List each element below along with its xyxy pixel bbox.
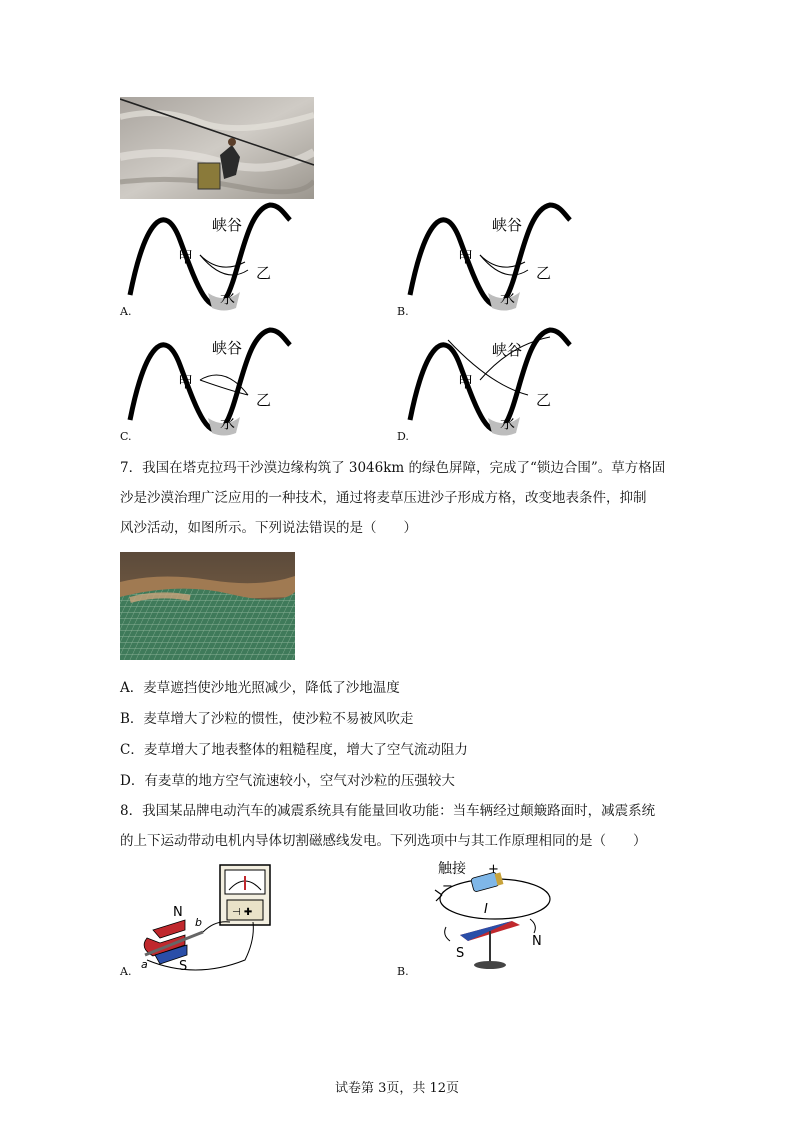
option-d-letter[interactable]: D.	[397, 430, 409, 443]
yi-label: 乙	[536, 264, 552, 282]
needle-s-label: S	[456, 946, 465, 961]
jia-label: 甲	[178, 248, 194, 266]
plus-label: +	[488, 862, 499, 877]
q8-option-a-letter[interactable]: A.	[120, 965, 132, 978]
q8-option-a-diagram[interactable]	[135, 860, 285, 975]
jia-label: 甲	[458, 373, 474, 391]
option-a-letter[interactable]: A.	[120, 305, 132, 318]
canyon-label: 峡谷	[212, 339, 243, 357]
q8-line-2: 的上下运动带动电机内导体切割磁感线发电。下列选项中与其工作原理相同的是（ ）	[120, 833, 647, 849]
water-label: 水	[500, 289, 516, 307]
option-a-diagram[interactable]	[120, 200, 300, 320]
canyon-label: 峡谷	[492, 341, 523, 359]
q7-answer-c[interactable]: C．麦草增大了地表整体的粗糙程度，增大了空气流动阻力	[120, 742, 468, 758]
q7-line-3: 风沙活动，如图所示。下列说法错误的是（ ）	[120, 520, 417, 536]
touch-label: 触接	[438, 861, 466, 877]
water-label: 水	[220, 289, 236, 307]
water-label: 水	[500, 414, 516, 432]
cable-crossing-photo	[120, 97, 314, 199]
magnet-n-label: N	[173, 905, 183, 920]
straw-checkerboard-photo	[120, 552, 295, 660]
jia-label: 甲	[458, 248, 474, 266]
yi-label: 乙	[256, 264, 272, 282]
svg-text:⊣ ✚: ⊣ ✚	[232, 907, 253, 918]
minus-label: −	[442, 879, 453, 894]
option-b-letter[interactable]: B.	[397, 305, 409, 318]
option-b-diagram[interactable]	[400, 200, 580, 320]
canyon-label: 峡谷	[212, 216, 243, 234]
water-label: 水	[220, 414, 236, 432]
label-a: a	[141, 958, 148, 971]
yi-label: 乙	[536, 391, 552, 409]
yi-label: 乙	[256, 391, 272, 409]
q7-line-1: 7．我国在塔克拉玛干沙漠边缘构筑了 3046km 的绿色屏障，完成了“锁边合围”。草方格固	[120, 460, 666, 476]
option-d-diagram[interactable]	[400, 325, 580, 445]
label-b: b	[195, 916, 202, 929]
q7-line-2: 沙是沙漠治理广泛应用的一种技术，通过将麦草压进沙子形成方格，改变地表条件，抑制	[120, 490, 647, 506]
q8-line-1: 8．我国某品牌电动汽车的减震系统具有能量回收功能：当车辆经过颠簸路面时，减震系统	[120, 803, 656, 819]
needle-n-label: N	[532, 934, 542, 949]
q8-option-b-diagram[interactable]	[420, 855, 570, 975]
q7-answer-b[interactable]: B．麦草增大了沙粒的惯性，使沙粒不易被风吹走	[120, 711, 414, 727]
option-c-diagram[interactable]	[120, 325, 300, 445]
current-label: I	[484, 902, 488, 917]
canyon-label: 峡谷	[492, 216, 523, 234]
q7-answer-a[interactable]: A．麦草遮挡使沙地光照减少，降低了沙地温度	[120, 680, 400, 696]
option-c-letter[interactable]: C.	[120, 430, 132, 443]
q8-option-b-letter[interactable]: B.	[397, 965, 409, 978]
q7-answer-d[interactable]: D．有麦草的地方空气流速较小，空气对沙粒的压强较大	[120, 773, 455, 789]
jia-label: 甲	[178, 373, 194, 391]
magnet-s-label: S	[179, 959, 188, 974]
page-footer: 试卷第 3页，共 12页	[334, 1081, 460, 1096]
